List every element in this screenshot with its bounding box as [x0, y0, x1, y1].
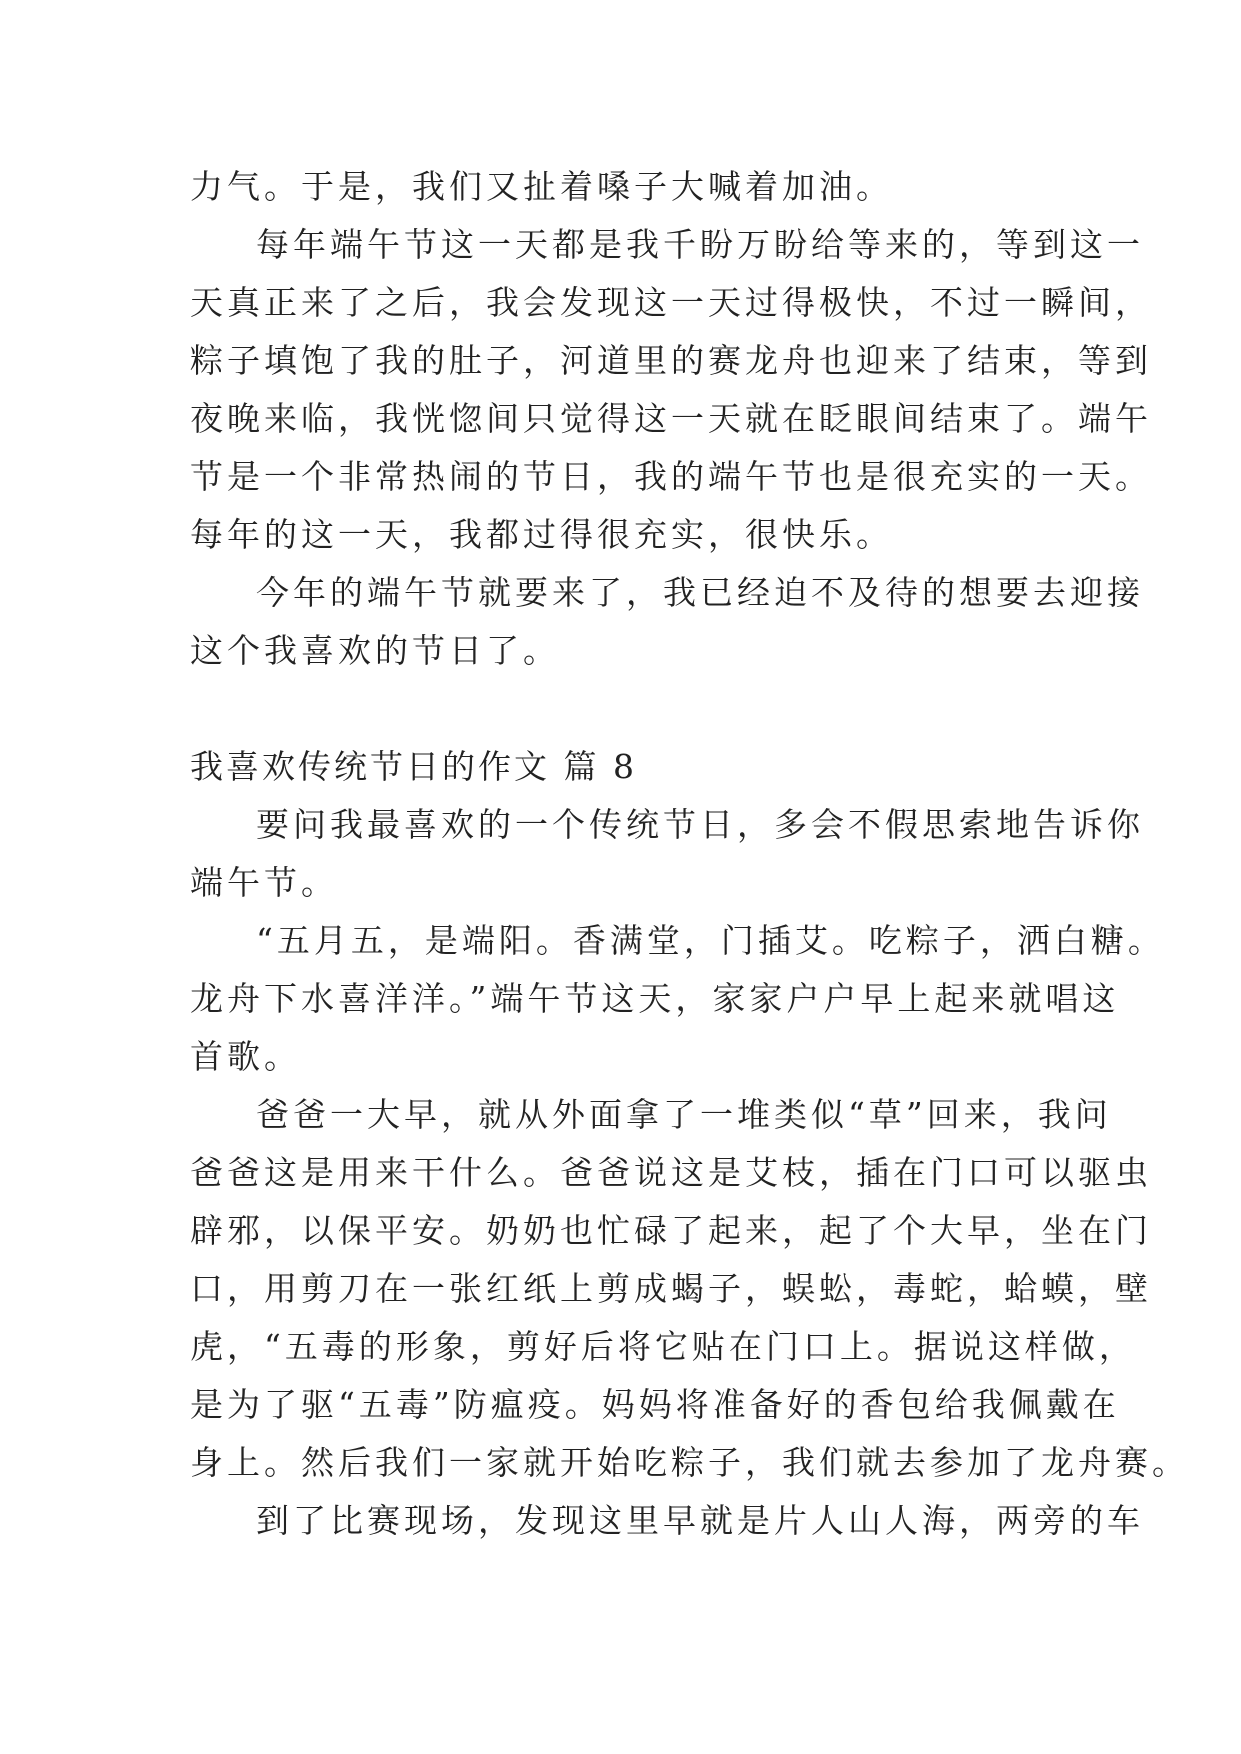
text-line: 到了比赛现场，发现这里早就是片人山人海，两旁的车	[256, 1501, 1144, 1540]
text-line: 爸爸一大早，就从外面拿了一堆类似“草”回来，我问	[256, 1095, 1112, 1134]
text-line: 夜晚来临，我恍惚间只觉得这一天就在眨眼间结束了。端午	[190, 399, 1152, 438]
document-page	[190, 158, 1189, 1550]
text-line: 口，用剪刀在一张红纸上剪成蝎子，蜈蚣，毒蛇，蛤蟆，壁	[190, 1269, 1152, 1308]
text-line: 身上。然后我们一家就开始吃粽子，我们就去参加了龙舟赛。	[190, 1443, 1189, 1482]
text-line: 粽子填饱了我的肚子，河道里的赛龙舟也迎来了结束，等到	[190, 341, 1152, 380]
section-gap	[190, 680, 1090, 738]
text-line: 龙舟下水喜洋洋。”端午节这天，家家户户早上起来就唱这	[190, 979, 1120, 1018]
text-line: 辟邪，以保平安。奶奶也忙碌了起来，起了个大早，坐在门	[190, 1211, 1152, 1250]
text-line: 每年端午节这一天都是我千盼万盼给等来的，等到这一	[256, 225, 1144, 264]
text-line: 节是一个非常热闹的节日，我的端午节也是很充实的一天。	[190, 457, 1152, 496]
text-line: 虎，“五毒的形象，剪好后将它贴在门口上。据说这样做，	[190, 1327, 1136, 1366]
text-line: “五月五，是端阳。香满堂，门插艾。吃粽子，洒白糖。	[256, 921, 1165, 960]
section-heading: 我喜欢传统节日的作文 篇 8	[190, 747, 637, 786]
text-line: 力气。于是，我们又扯着嗓子大喊着加油。	[190, 167, 893, 206]
text-line: 爸爸这是用来干什么。爸爸说这是艾枝，插在门口可以驱虫	[190, 1153, 1152, 1192]
text-line: 端午节。	[190, 863, 338, 902]
text-line: 天真正来了之后，我会发现这一天过得极快，不过一瞬间，	[190, 283, 1152, 322]
text-line: 是为了驱“五毒”防瘟疫。妈妈将准备好的香包给我佩戴在	[190, 1385, 1120, 1424]
text-line: 这个我喜欢的节日了。	[190, 631, 560, 670]
text-line: 首歌。	[190, 1037, 301, 1076]
text-line: 今年的端午节就要来了，我已经迫不及待的想要去迎接	[256, 573, 1144, 612]
text-line: 要问我最喜欢的一个传统节日，多会不假思索地告诉你	[256, 805, 1144, 844]
text-line: 每年的这一天，我都过得很充实，很快乐。	[190, 515, 893, 554]
